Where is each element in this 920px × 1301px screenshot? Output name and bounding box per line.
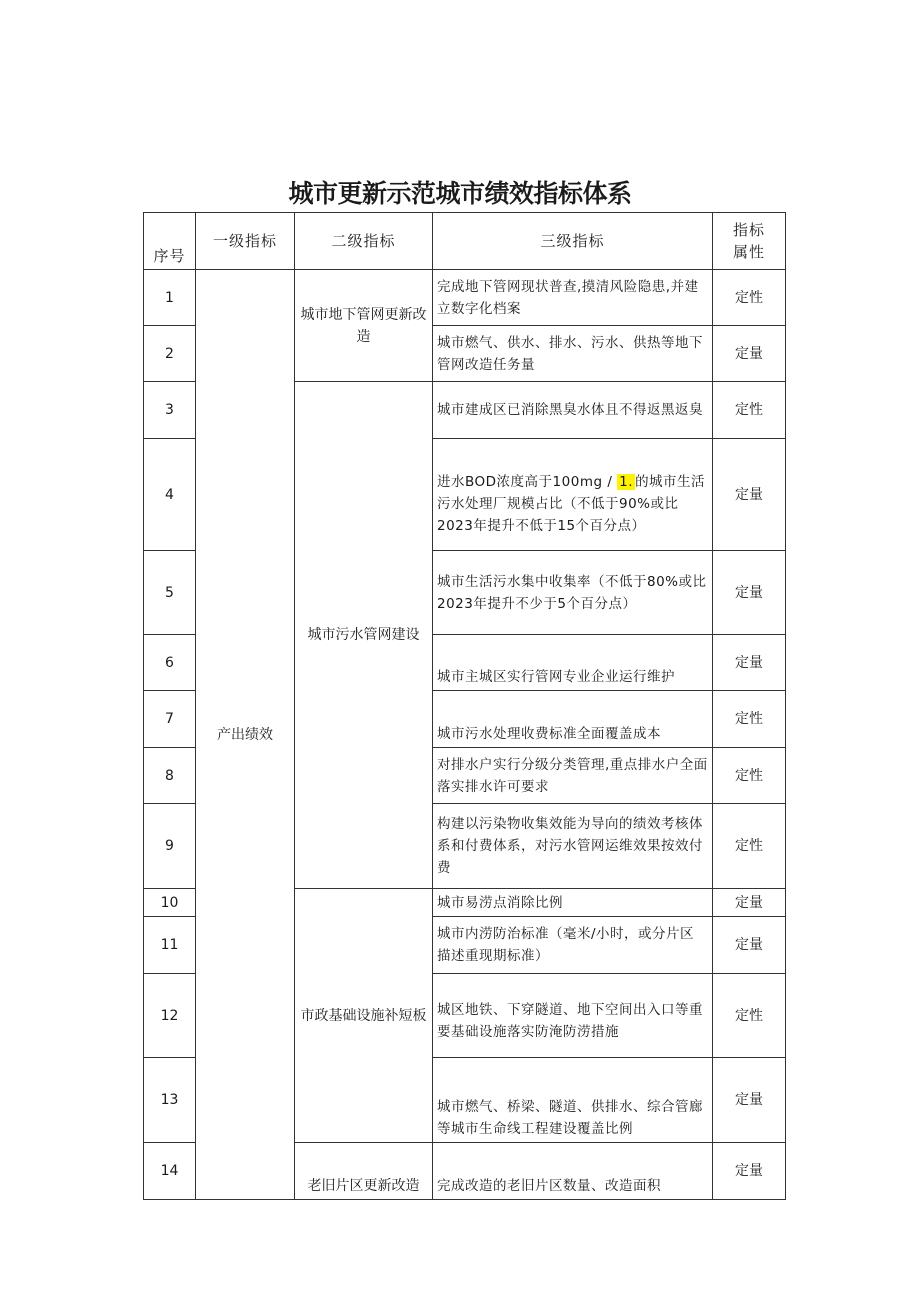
row-text: 城市内涝防治标准（毫米/小时，或分片区描述重现期标准） <box>433 917 713 974</box>
row-text: 城市易涝点消除比例 <box>433 889 713 917</box>
row-no: 6 <box>144 635 196 691</box>
row-text: 城市燃气、供水、排水、污水、供热等地下管网改造任务量 <box>433 326 713 382</box>
row-no: 8 <box>144 748 196 804</box>
table-header-row <box>144 213 786 270</box>
row-attr: 定量 <box>713 1143 786 1200</box>
row-no: 14 <box>144 1143 196 1200</box>
row-text <box>433 439 713 551</box>
row-text: 城市燃气、桥梁、隧道、供排水、综合管廊等城市生命线工程建设覆盖比例 <box>433 1058 713 1143</box>
row-no: 12 <box>144 974 196 1058</box>
header-level2: 二级指标 <box>295 213 433 270</box>
row-attr: 定性 <box>713 270 786 326</box>
level2-infra: 市政基础设施补短板 <box>295 889 433 1143</box>
row-attr: 定量 <box>713 439 786 551</box>
row-attr: 定性 <box>713 691 786 748</box>
header-level1: 一级指标 <box>196 213 295 270</box>
level2-sewage: 城市污水管网建设 <box>295 382 433 889</box>
level1-output: 产出绩效 <box>196 270 295 1200</box>
header-no: 序号 <box>144 213 196 270</box>
row-no: 10 <box>144 889 196 917</box>
row-no: 7 <box>144 691 196 748</box>
row-text: 对排水户实行分级分类管理,重点排水户全面落实排水许可要求 <box>433 748 713 804</box>
row-text-part-b: 的城市生活污水处理厂规模占比（不低于90%或比2023年提升不低于15个百分点） <box>437 473 706 534</box>
row-no: 13 <box>144 1058 196 1143</box>
row-no: 1 <box>144 270 196 326</box>
row-attr: 定量 <box>713 326 786 382</box>
level2-underground: 城市地下管网更新改造 <box>295 270 433 382</box>
row-attr: 定性 <box>713 748 786 804</box>
row-text: 完成改造的老旧片区数量、改造面积 <box>433 1143 713 1200</box>
row-attr: 定性 <box>713 804 786 889</box>
row-text: 完成地下管网现状普查,摸清风险隐患,并建立数字化档案 <box>433 270 713 326</box>
row-text: 城市主城区实行管网专业企业运行维护 <box>433 635 713 691</box>
header-attr-line2: 属性 <box>732 243 765 261</box>
row-no: 9 <box>144 804 196 889</box>
row-text: 城市生活污水集中收集率（不低于80%或比2023年提升不少于5个百分点） <box>433 551 713 635</box>
row-attr: 定量 <box>713 635 786 691</box>
header-attr-line1: 指标 <box>732 221 765 239</box>
page-title: 城市更新示范城市绩效指标体系 <box>288 179 632 208</box>
row-attr: 定量 <box>713 551 786 635</box>
row-attr: 定性 <box>713 974 786 1058</box>
level2-oldarea: 老旧片区更新改造 <box>295 1143 433 1200</box>
row-text: 城市建成区已消除黑臭水体且不得返黑返臭 <box>433 382 713 439</box>
header-level3: 三级指标 <box>433 213 713 270</box>
row-no: 11 <box>144 917 196 974</box>
row-text: 构建以污染物收集效能为导向的绩效考核体系和付费体系，对污水管网运维效果按效付费 <box>433 804 713 889</box>
row-text: 城区地铁、下穿隧道、地下空间出入口等重要基础设施落实防淹防涝措施 <box>433 974 713 1058</box>
row-attr: 定性 <box>713 382 786 439</box>
row-attr: 定量 <box>713 889 786 917</box>
indicator-table <box>143 212 786 1200</box>
row-no: 3 <box>144 382 196 439</box>
row-attr: 定量 <box>713 1058 786 1143</box>
row-no: 4 <box>144 439 196 551</box>
row-text-part-a: 进水BOD浓度高于100mg / <box>437 473 618 490</box>
row-attr: 定量 <box>713 917 786 974</box>
row-no: 5 <box>144 551 196 635</box>
row-text: 城市污水处理收费标准全面覆盖成本 <box>433 691 713 748</box>
highlighted-text: 1. <box>619 473 634 490</box>
header-attr <box>713 213 786 270</box>
table-row <box>144 270 786 326</box>
row-no: 2 <box>144 326 196 382</box>
